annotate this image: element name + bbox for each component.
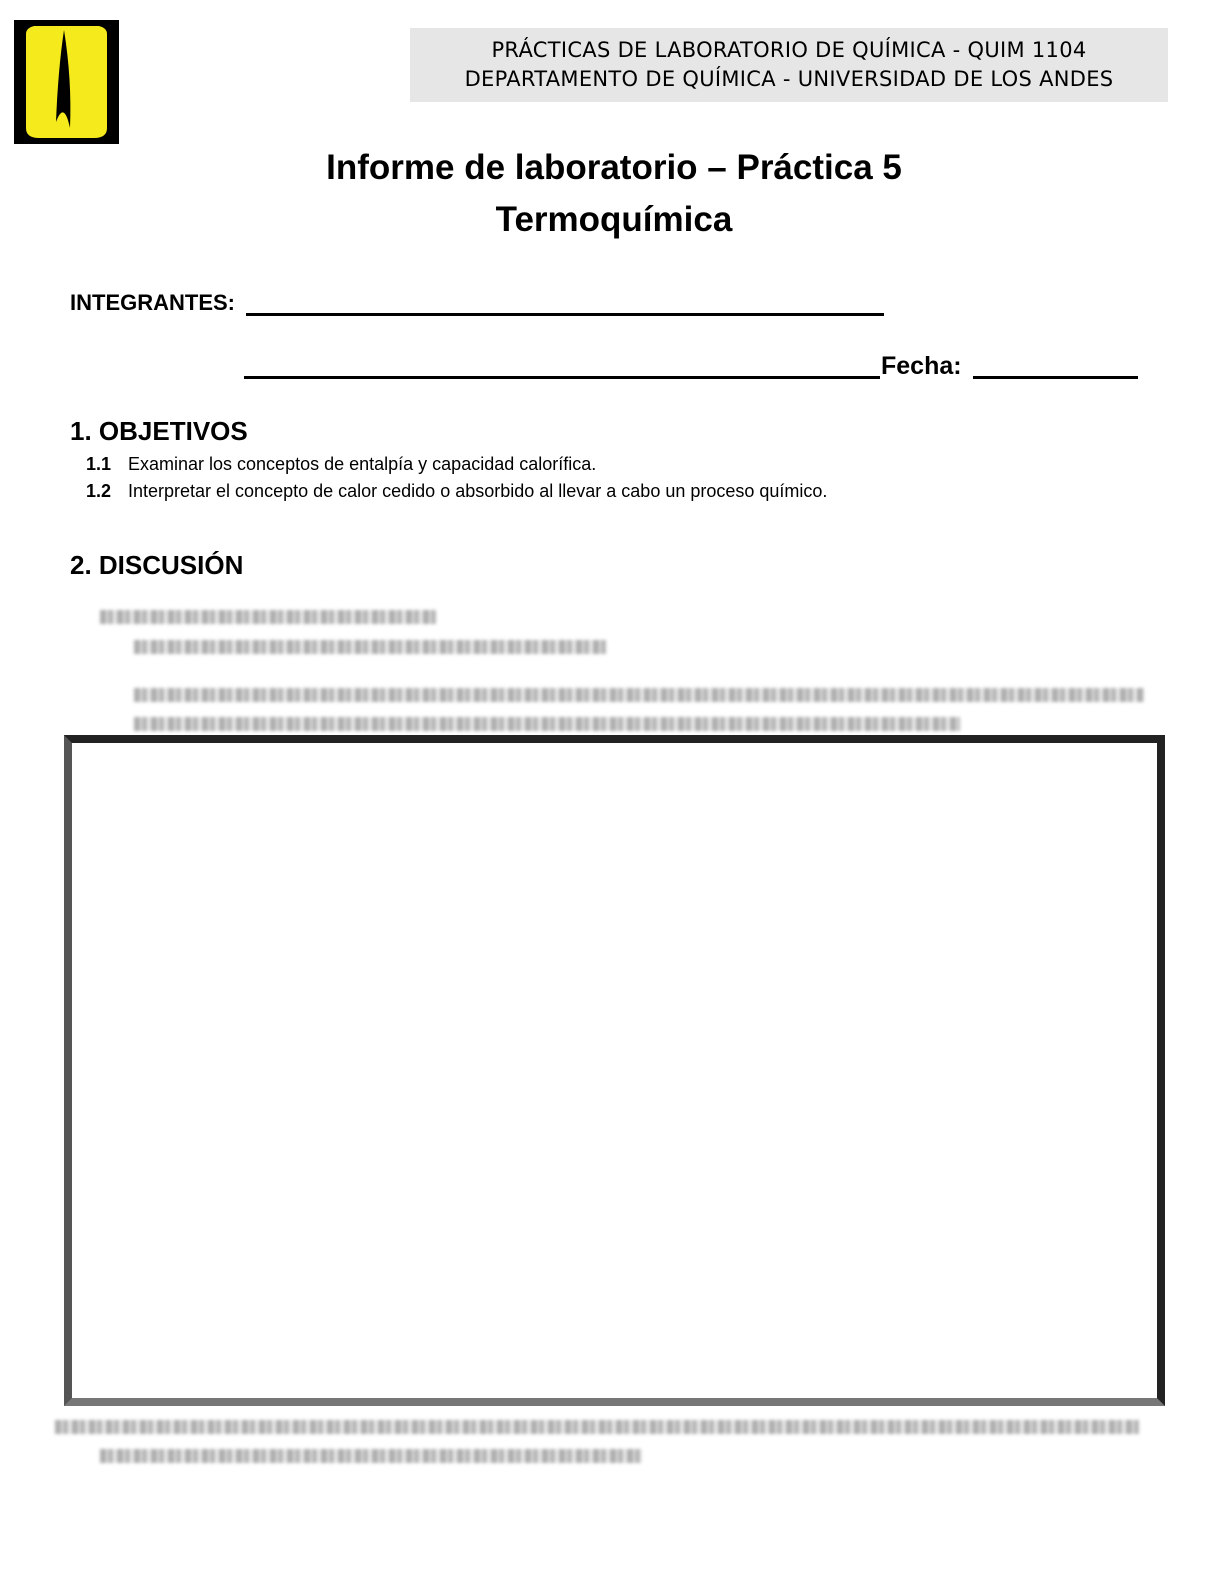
university-logo	[14, 20, 119, 144]
date-label: Fecha:	[881, 352, 962, 380]
blurred-text	[134, 640, 606, 654]
header-line-2: DEPARTAMENTO DE QUÍMICA - UNIVERSIDAD DE LOS ANDES	[464, 67, 1114, 91]
header-line-1: PRÁCTICAS DE LABORATORIO DE QUÍMICA - QUIM 1104	[491, 38, 1087, 62]
course-header	[410, 28, 1168, 102]
blurred-text	[134, 717, 960, 731]
report-subtitle: Termoquímica	[495, 200, 733, 239]
blurred-text	[100, 610, 436, 624]
date-line[interactable]	[973, 376, 1138, 379]
objective-item	[86, 481, 827, 502]
objective-number: 1.1	[86, 454, 112, 474]
members-line-2[interactable]	[244, 376, 880, 379]
members-label: INTEGRANTES:	[70, 290, 235, 315]
report-title: Informe de laboratorio – Práctica 5	[326, 148, 902, 187]
blurred-text	[134, 688, 1144, 702]
answer-box[interactable]	[64, 735, 1165, 1406]
blurred-text	[100, 1449, 642, 1463]
discussion-heading: 2. DISCUSIÓN	[70, 550, 244, 580]
objectives-heading: 1. OBJETIVOS	[70, 416, 248, 446]
objective-number: 1.2	[86, 481, 112, 501]
objective-text: Interpretar el concepto de calor cedido o absorbido al llevar a cabo un proceso químico.	[128, 481, 828, 501]
objective-item	[86, 454, 596, 475]
blurred-text	[55, 1420, 1139, 1434]
members-line-1[interactable]	[246, 313, 884, 316]
objective-text: Examinar los conceptos de entalpía y capacidad calorífica.	[128, 454, 597, 474]
